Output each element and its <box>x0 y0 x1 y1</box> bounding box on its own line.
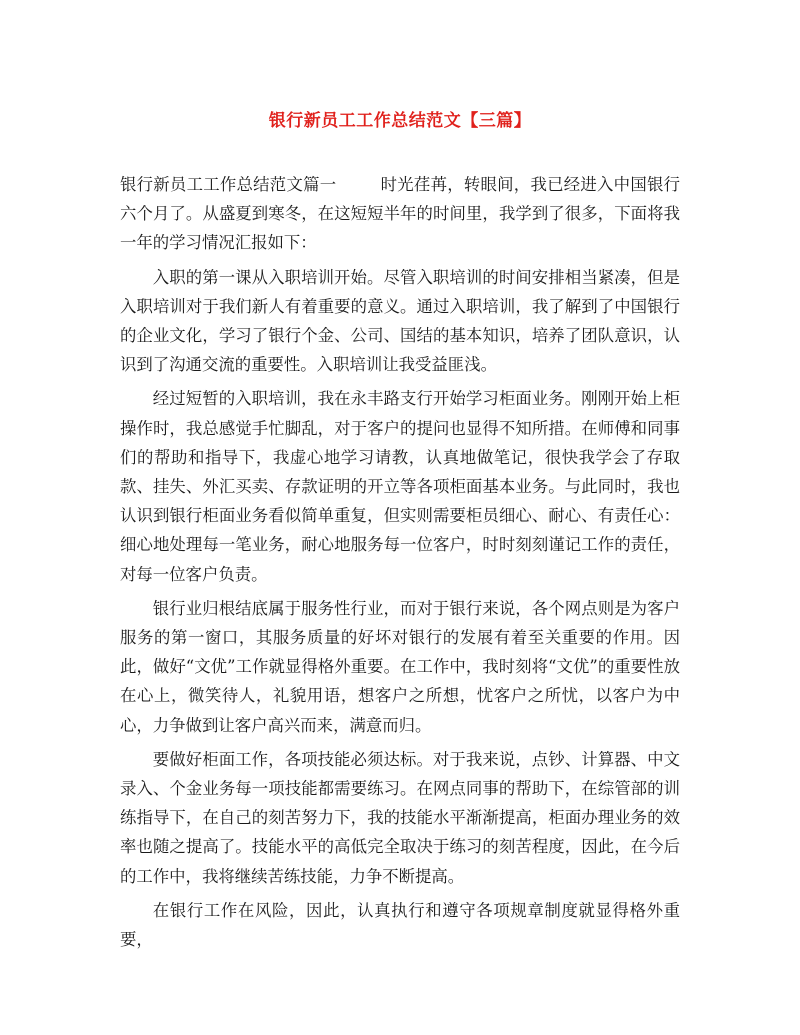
paragraph-4: 银行业归根结底属于服务性行业，而对于银行来说，各个网点则是为客户服务的第一窗口，其服务质量的好坏对银行的发展有着至关重要的作用。因此，做好“文优”工作就显得格外重要。在工作中，我时刻将“文优”的重要性放在心上，微笑待人，礼貌用语，想客户之所想，忧客户之所忧，以客户为中心，力争做到让客户高兴而来，满意而归。 <box>120 598 680 735</box>
document-body <box>120 170 680 959</box>
paragraph-2: 入职的第一课从入职培训开始。尽管入职培训的时间安排相当紧凑，但是入职培训对于我们新人有着重要的意义。通过入职培训，我了解到了中国银行的企业文化，学习了银行个金、公司、国结的基本知识，培养了团队意识，认识到了沟通交流的重要性。入职培训让我受益匪浅。 <box>120 267 680 375</box>
paragraph-1 <box>120 170 680 258</box>
section-heading: 银行新员工工作总结范文篇一 <box>120 175 337 194</box>
paragraph-6: 在银行工作在风险，因此，认真执行和遵守各项规章制度就显得格外重要， <box>120 900 680 950</box>
document-title: 银行新员工工作总结范文【三篇】 <box>268 111 532 131</box>
paragraph-3: 经过短暂的入职培训，我在永丰路支行开始学习柜面业务。刚刚开始上柜操作时，我总感觉手忙脚乱，对于客户的提问也显得不知所措。在师傅和同事们的帮助和指导下，我虚心地学习请教，认真地做笔记，很快我学会了存取款、挂失、外汇买卖、存款证明的开立等各项柜面基本业务。与此同时，我也认识到银行柜面业务看似简单重复，但实则需要柜员细心、耐心、有责任心：细心地处理每一笔业务，耐心地服务每一位客户，时时刻刻谨记工作的责任，对每一位客户负责。 <box>120 389 680 584</box>
paragraph-text: 时光荏苒，转眼间，我已经进入中国银行六个月了。从盛夏到寒冬，在这短短半年的时间里，我学到了很多，下面将我一年的学习情况汇报如下： <box>120 175 681 253</box>
paragraph-5: 要做好柜面工作，各项技能必须达标。对于我来说，点钞、计算器、中文录入、个金业务每一项技能都需要练习。在网点同事的帮助下，在综管部的训练指导下，在自己的刻苦努力下，我的技能水平渐渐提高，柜面办理业务的效率也随之提高了。技能水平的高低完全取决于练习的刻苦程度，因此，在今后的工作中，我将继续苦练技能，力争不断提高。 <box>120 749 680 886</box>
